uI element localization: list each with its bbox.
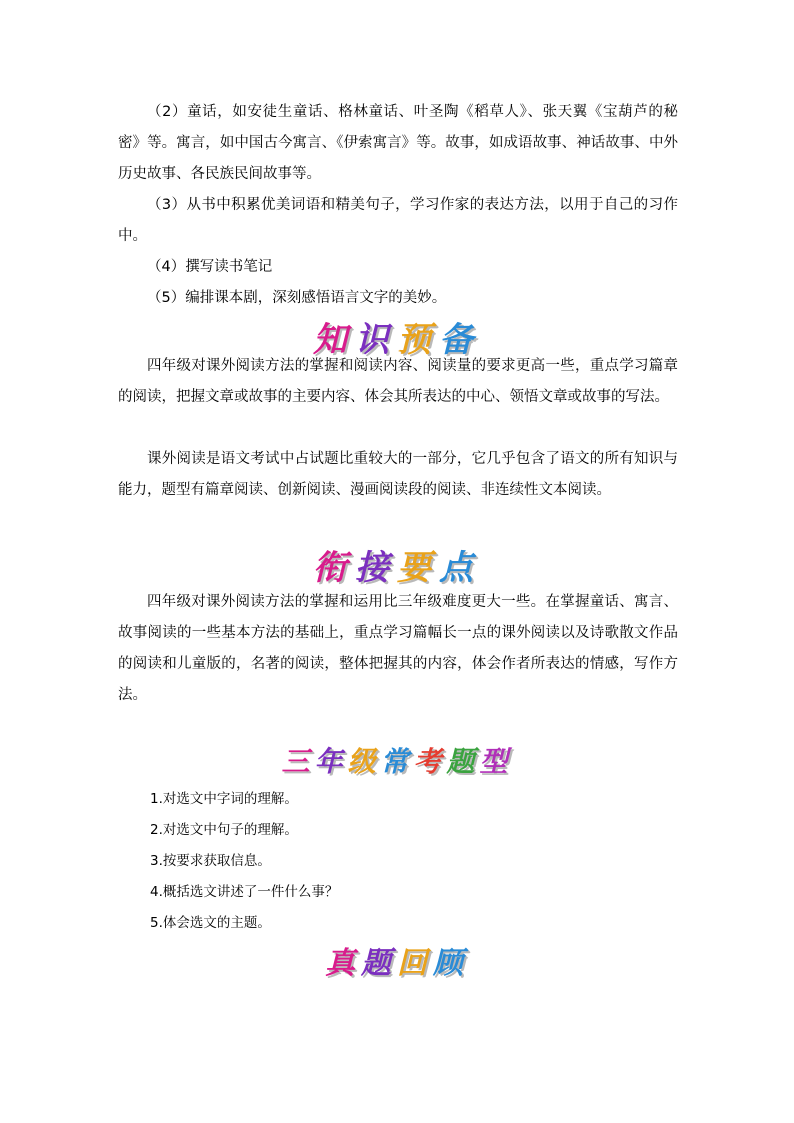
- heading-common-questions: [0, 740, 794, 780]
- heading-char: 回: [397, 946, 433, 981]
- heading-char: 常: [380, 745, 414, 778]
- list-item: 2.对选文中句子的理解。: [150, 822, 298, 838]
- list-item: 1.对选文中字词的理解。: [150, 791, 298, 807]
- heading-char: 考: [413, 745, 447, 778]
- paragraph-reading-importance: 课外阅读是语文考试中占试题比重较大的一部分，它几乎包含了语文的所有知识与能力，题型有篇章阅读、创新阅读、漫画阅读段的阅读、非连续性文本阅读。: [118, 451, 678, 498]
- heading-char: 衔: [313, 548, 355, 588]
- heading-char: 点: [439, 548, 481, 588]
- heading-char: 识: [355, 320, 397, 360]
- paragraph-fairy-tales: （2）童话，如安徒生童话、格林童话、叶圣陶《稻草人》、张天翼《宝葫芦的秘密》等。寓言，如中国古今寓言、《伊索寓言》等。故事，如成语故事、神话故事、中外历史故事、各民族民间故事等。: [118, 104, 678, 182]
- heading-char: 三: [281, 745, 315, 778]
- heading-char: 顾: [433, 946, 469, 981]
- heading-key-points: [0, 540, 794, 589]
- paragraph-accumulate: （3）从书中积累优美词语和精美句子，学习作家的表达方法，以用于自己的习作中。: [118, 197, 678, 244]
- heading-char: 备: [439, 320, 481, 360]
- heading-char: 知: [313, 320, 355, 360]
- list-item: 5.体会选文的主题。: [150, 915, 271, 931]
- heading-char: 级: [347, 745, 381, 778]
- heading-char: 年: [314, 745, 348, 778]
- list-item: 3.按要求获取信息。: [150, 853, 271, 869]
- paragraph-drama: （5）编排课本剧，深刻感悟语言文字的美妙。: [147, 290, 447, 306]
- heading-char: 型: [479, 745, 513, 778]
- paragraph-grade4-requirements: 四年级对课外阅读方法的掌握和阅读内容、阅读量的要求更高一些，重点学习篇章的阅读，把握文章或故事的主要内容、体会其所表达的中心、领悟文章或故事的写法。: [118, 358, 678, 405]
- heading-char: 预: [397, 320, 439, 360]
- heading-char: 真: [325, 946, 361, 981]
- paragraph-grade4-methods: 四年级对课外阅读方法的掌握和运用比三年级难度更大一些。在掌握童话、寓言、故事阅读的一些基本方法的基础上，重点学习篇幅长一点的课外阅读以及诗歌散文作品的阅读和儿童版的，名著的阅读，整体把握其的内容，体会作者所表达的情感，写作方法。: [118, 594, 678, 703]
- heading-past-exams: [0, 938, 794, 982]
- heading-char: 接: [355, 548, 397, 588]
- paragraph-notes: （4）撰写读书笔记: [147, 259, 273, 275]
- heading-char: 题: [361, 946, 397, 981]
- heading-char: 要: [397, 548, 439, 588]
- list-item: 4.概括选文讲述了一件什么事？: [150, 884, 339, 900]
- heading-char: 题: [446, 745, 480, 778]
